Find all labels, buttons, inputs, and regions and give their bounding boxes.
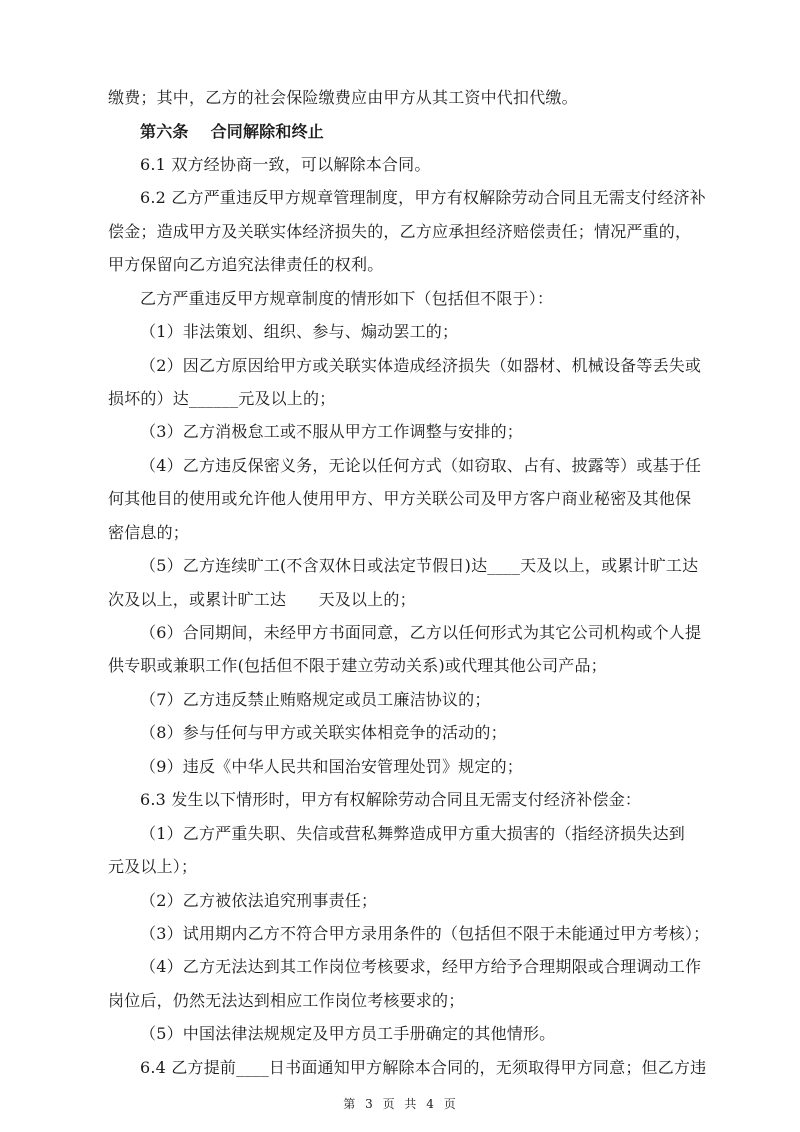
- list-item: （1）非法策划、组织、参与、煽动罢工的；: [140, 322, 459, 341]
- text-line: 何其他目的使用或允许他人使用甲方、甲方关联公司及甲方客户商业秘密及其他保: [108, 489, 692, 508]
- list-item: （2）乙方被依法追究刑事责任；: [140, 891, 378, 910]
- footer-total-word: 共: [404, 1097, 418, 1111]
- clause-6-2: 6.2 乙方严重违反甲方规章管理制度，甲方有权解除劳动合同且无需支付经济补: [140, 188, 706, 207]
- footer-prefix: 第: [343, 1097, 357, 1111]
- list-item: （5）乙方连续旷工(不含双休日或法定节假日)达____天及以上，或累计旷工达: [140, 556, 699, 575]
- list-item: （4）乙方违反保密义务，无论以任何方式（如窃取、占有、披露等）或基于任: [140, 456, 702, 475]
- clause-6-1: 6.1 双方经协商一致，可以解除本合同。: [140, 155, 431, 174]
- clause-6-3: 6.3 发生以下情形时，甲方有权解除劳动合同且无需支付经济补偿金：: [140, 790, 642, 809]
- list-item: （3）试用期内乙方不符合甲方录用条件的（包括但不限于未能通过甲方考核）；: [140, 924, 710, 943]
- text-line: 元及以上）；: [108, 857, 198, 876]
- current-page-number: 3: [365, 1097, 374, 1111]
- text-line: 偿金；造成甲方及关联实体经济损失的，乙方应承担经济赔偿责任；情况严重的，: [108, 222, 692, 241]
- list-item: （7）乙方违反禁止贿赂规定或员工廉洁协议的；: [140, 690, 491, 709]
- footer-page-word: 页: [382, 1097, 396, 1111]
- list-item: （2）因乙方原因给甲方或关联实体造成经济损失（如器材、机械设备等丢失或: [140, 356, 702, 375]
- list-item: （6）合同期间，未经甲方书面同意，乙方以任何形式为其它公司机构或个人提: [140, 623, 702, 642]
- footer-suffix: 页: [443, 1097, 457, 1111]
- list-item: （4）乙方无法达到其工作岗位考核要求，经甲方给予合理期限或合理调动工作: [140, 957, 702, 976]
- list-item: （5）中国法律法规规定及甲方员工手册确定的其他情形。: [140, 1024, 556, 1043]
- text-line: 甲方保留向乙方追究法律责任的权利。: [108, 255, 384, 274]
- list-item: （8）参与任何与甲方或关联实体相竞争的活动的；: [140, 723, 507, 742]
- text-line: 乙方严重违反甲方规章制度的情形如下（包括但不限于）：: [140, 289, 554, 308]
- list-item: （1）乙方严重失职、失信或营私舞弊造成甲方重大损害的（指经济损失达到: [140, 824, 685, 843]
- text-line: 供专职或兼职工作(包括但不限于建立劳动关系)或代理其他公司产品；: [108, 656, 607, 675]
- clause-6-4: 6.4 乙方提前____日书面通知甲方解除本合同的，无须取得甲方同意；但乙方违: [140, 1058, 707, 1077]
- text-line: 次及以上，或累计旷工达 天及以上的；: [108, 590, 416, 609]
- total-pages-number: 4: [426, 1097, 435, 1111]
- section-heading: 第六条 合同解除和终止: [140, 122, 324, 141]
- page-footer: [0, 1096, 800, 1112]
- list-item: （9）违反《中华人民共和国治安管理处罚》规定的；: [140, 757, 523, 776]
- text-line: 损坏的）达______元及以上的；: [108, 389, 336, 408]
- list-item: （3）乙方消极怠工或不服从甲方工作调整与安排的；: [140, 422, 523, 441]
- text-line: 缴费；其中，乙方的社会保险缴费应由甲方从其工资中代扣代缴。: [108, 88, 578, 107]
- text-line: 岗位后，仍然无法达到相应工作岗位考核要求的；: [108, 991, 465, 1010]
- text-line: 密信息的；: [108, 523, 190, 542]
